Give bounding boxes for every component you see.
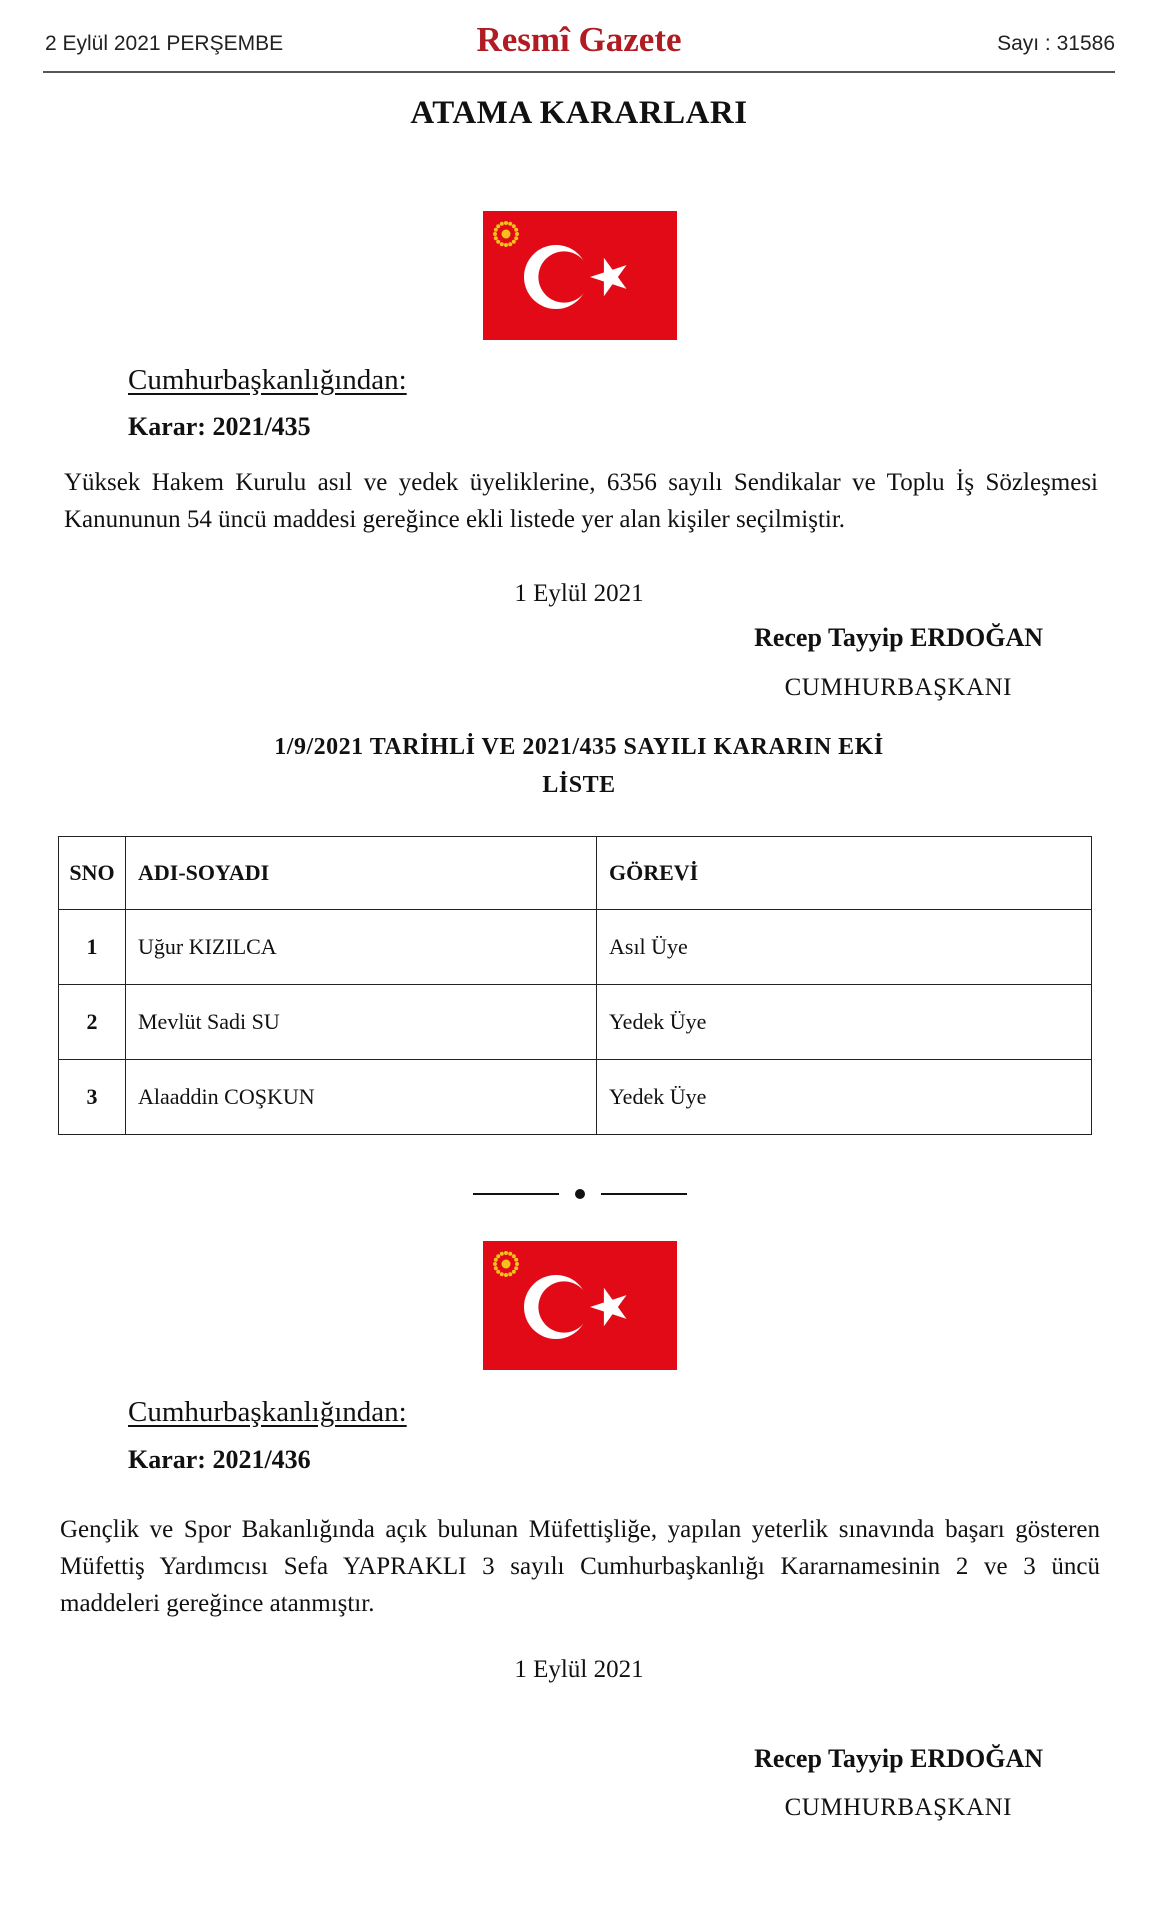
gazette-title: Resmî Gazete [476, 20, 682, 59]
table-row [59, 910, 1092, 985]
page-title: ATAMA KARARLARI [410, 95, 748, 131]
row-number: 3 [59, 1060, 126, 1135]
signer-name: Recep Tayyip ERDOĞAN [754, 1744, 1043, 1773]
column-header-role: GÖREVİ [597, 837, 1092, 910]
row-role: Asıl Üye [597, 910, 1092, 985]
gazette-date: 2 Eylül 2021 PERŞEMBE [45, 32, 284, 55]
decision-number: Karar: 2021/435 [128, 412, 311, 441]
decision-text: Yüksek Hakem Kurulu asıl ve yedek üyeliklerine, 6356 sayılı Sendikalar ve Toplu İş Sözleşmesi Kanununun 54 üncü maddesi gereğince ekli listede yer alan kişiler seçilmiştir. [64, 469, 1098, 533]
row-name: Uğur KIZILCA [126, 910, 597, 985]
section-separator [0, 1189, 1158, 1199]
row-name: Mevlüt Sadi SU [126, 985, 597, 1060]
column-header-name: ADI-SOYADI [126, 837, 597, 910]
table-row [59, 985, 1092, 1060]
separator-line-right [601, 1193, 687, 1195]
signer-title: CUMHURBAŞKANI [784, 674, 1012, 701]
separator-dot [575, 1189, 585, 1199]
row-name: Alaaddin COŞKUN [126, 1060, 597, 1135]
separator-line-left [473, 1193, 559, 1195]
decision-date: 1 Eylül 2021 [514, 1656, 644, 1683]
issuer-heading: Cumhurbaşkanlığından: [128, 1396, 407, 1428]
row-role: Yedek Üye [597, 985, 1092, 1060]
annex-subtitle: LİSTE [542, 772, 616, 798]
decision-text: Gençlik ve Spor Bakanlığında açık bulunan Müfettişliğe, yapılan yeterlik sınavında başarı gösteren Müfettiş Yardımcısı Sefa YAPRAKLI 3 sayılı Cumhurbaşkanlığı Kararnamesinin 2 ve 3 üncü maddeleri gereğince atanmıştır. [60, 1516, 1100, 1617]
column-header-sno: SNO [59, 837, 126, 910]
table-row [59, 1060, 1092, 1135]
row-role: Yedek Üye [597, 1060, 1092, 1135]
annex-title: 1/9/2021 TARİHLİ VE 2021/435 SAYILI KARARIN EKİ [274, 734, 884, 760]
signer-name: Recep Tayyip ERDOĞAN [754, 623, 1043, 652]
appointee-table [58, 836, 1092, 1135]
decision-date: 1 Eylül 2021 [514, 580, 644, 607]
gazette-issue-number: Sayı : 31586 [997, 32, 1115, 55]
issuer-heading: Cumhurbaşkanlığından: [128, 364, 407, 396]
row-number: 1 [59, 910, 126, 985]
presidential-flag-icon [483, 1241, 677, 1370]
presidential-flag-icon [483, 211, 677, 340]
signer-title: CUMHURBAŞKANI [784, 1794, 1012, 1821]
decision-number: Karar: 2021/436 [128, 1445, 311, 1474]
row-number: 2 [59, 985, 126, 1060]
header-divider [43, 71, 1115, 73]
table-header-row [59, 837, 1092, 910]
